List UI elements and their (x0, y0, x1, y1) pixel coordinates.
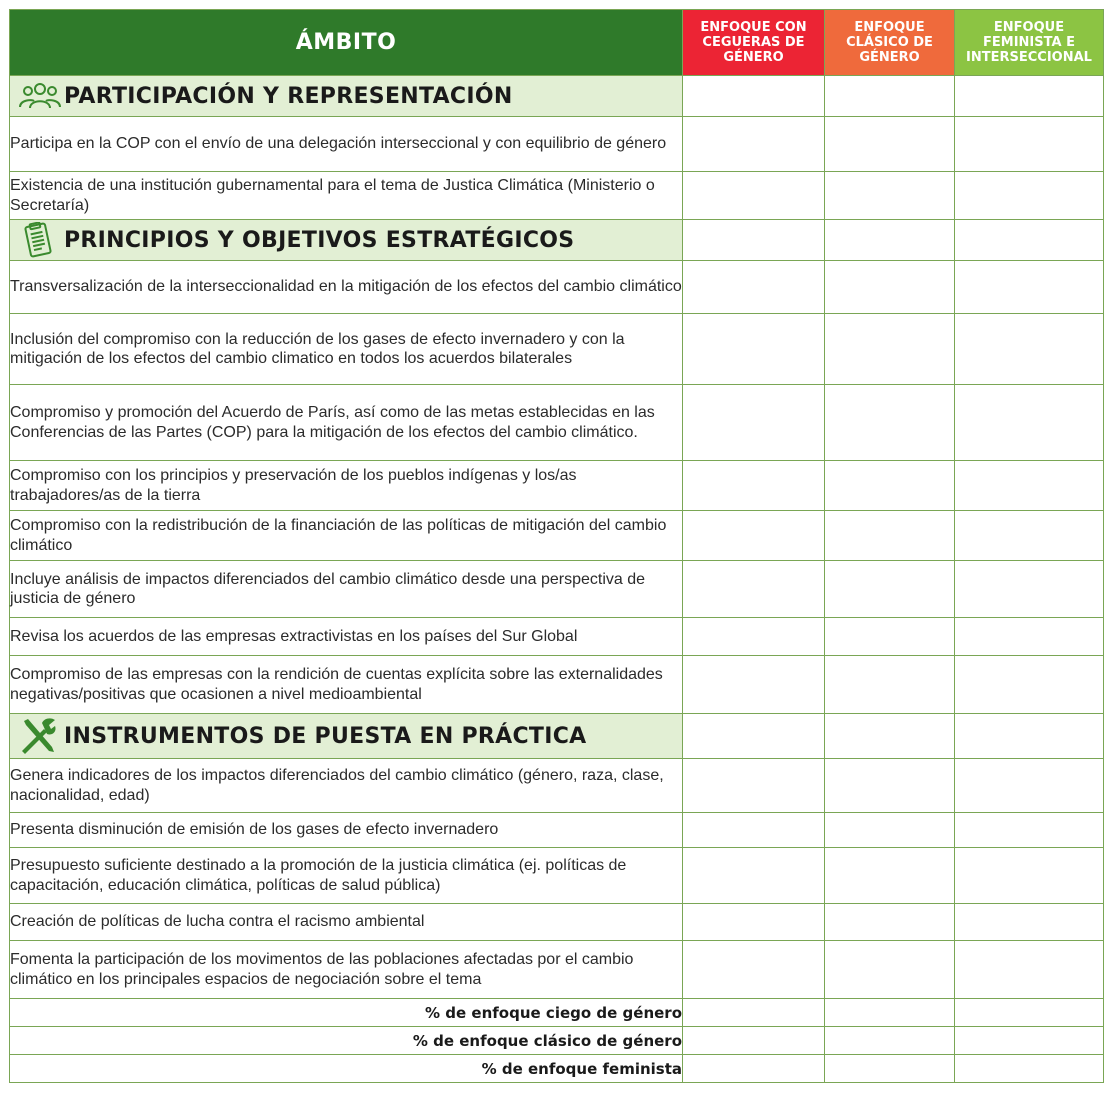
cell-feminist[interactable] (955, 904, 1104, 941)
table-row (10, 261, 1104, 314)
section-header-participacion (10, 76, 1104, 117)
cell-feminist[interactable] (955, 941, 1104, 999)
cell-classic[interactable] (825, 172, 955, 220)
cell-feminist[interactable] (955, 511, 1104, 561)
table-row (10, 904, 1104, 941)
cell-classic[interactable] (825, 1055, 955, 1083)
criterion-text: Revisa los acuerdos de las empresas extractivistas en los países del Sur Global (10, 618, 683, 656)
cell-blind[interactable] (683, 1027, 825, 1055)
cell-feminist[interactable] (955, 618, 1104, 656)
criterion-text: Existencia de una institución gubernamental para el tema de Justica Climática (Ministerio o Secretaría) (10, 172, 683, 220)
cell-classic[interactable] (825, 314, 955, 385)
total-row-feminist (10, 1055, 1104, 1083)
section-header-principios (10, 220, 1104, 261)
cell-classic[interactable] (825, 941, 955, 999)
cell-classic[interactable] (825, 759, 955, 813)
cell-blind[interactable] (683, 117, 825, 172)
cell-feminist[interactable] (955, 117, 1104, 172)
cell-feminist[interactable] (955, 561, 1104, 618)
total-label: % de enfoque feminista (10, 1055, 683, 1083)
criterion-text: Compromiso y promoción del Acuerdo de París, así como de las metas establecidas en las Conferencias de las Partes (COP) para la mitigación de los efectos del cambio climático. (10, 385, 683, 461)
cell-blind[interactable] (683, 385, 825, 461)
cell-feminist[interactable] (955, 1055, 1104, 1083)
cell-classic[interactable] (825, 76, 955, 117)
clipboard-list-icon (18, 222, 64, 258)
cell-blind[interactable] (683, 813, 825, 848)
header-row (10, 10, 1104, 76)
cell-blind[interactable] (683, 941, 825, 999)
table-row (10, 656, 1104, 714)
cell-blind[interactable] (683, 999, 825, 1027)
cell-feminist[interactable] (955, 999, 1104, 1027)
cell-feminist[interactable] (955, 461, 1104, 511)
cell-blind[interactable] (683, 511, 825, 561)
section-title: PARTICIPACIÓN Y REPRESENTACIÓN (64, 83, 513, 109)
section-title: INSTRUMENTOS DE PUESTA EN PRÁCTICA (64, 723, 587, 749)
table-row (10, 759, 1104, 813)
table-row (10, 314, 1104, 385)
cell-classic[interactable] (825, 1027, 955, 1055)
criterion-text: Presupuesto suficiente destinado a la promoción de la justicia climática (ej. políticas de capacitación, educación climática, políticas de salud pública) (10, 848, 683, 904)
criterion-text: Compromiso con los principios y preservación de los pueblos indígenas y los/as trabajadores/as de la tierra (10, 461, 683, 511)
cell-classic[interactable] (825, 461, 955, 511)
criterion-text: Compromiso de las empresas con la rendición de cuentas explícita sobre las externalidades negativas/positivas que ocasionen a nivel medioambiental (10, 656, 683, 714)
total-row-blind (10, 999, 1104, 1027)
cell-classic[interactable] (825, 117, 955, 172)
cell-blind[interactable] (683, 656, 825, 714)
cell-blind[interactable] (683, 714, 825, 759)
total-label: % de enfoque clásico de género (10, 1027, 683, 1055)
criterion-text: Participa en la COP con el envío de una delegación interseccional y con equilibrio de género (10, 117, 683, 172)
cell-feminist[interactable] (955, 848, 1104, 904)
header-col-blind: ENFOQUE CON CEGUERAS DE GÉNERO (683, 10, 825, 76)
cell-classic[interactable] (825, 714, 955, 759)
section-header-instrumentos (10, 714, 1104, 759)
criterion-text: Fomenta la participación de los movimentos de las poblaciones afectadas por el cambio climático en los principales espacios de negociación sobre el tema (10, 941, 683, 999)
cell-feminist[interactable] (955, 759, 1104, 813)
cell-feminist[interactable] (955, 220, 1104, 261)
cell-classic[interactable] (825, 618, 955, 656)
cell-blind[interactable] (683, 314, 825, 385)
tools-icon (18, 718, 64, 754)
cell-feminist[interactable] (955, 172, 1104, 220)
cell-blind[interactable] (683, 904, 825, 941)
header-ambito: ÁMBITO (10, 10, 683, 76)
cell-blind[interactable] (683, 220, 825, 261)
cell-blind[interactable] (683, 461, 825, 511)
cell-classic[interactable] (825, 261, 955, 314)
table-row (10, 618, 1104, 656)
cell-blind[interactable] (683, 618, 825, 656)
cell-feminist[interactable] (955, 1027, 1104, 1055)
people-group-icon (18, 78, 64, 114)
cell-blind[interactable] (683, 76, 825, 117)
criterion-text: Creación de políticas de lucha contra el racismo ambiental (10, 904, 683, 941)
cell-blind[interactable] (683, 261, 825, 314)
cell-blind[interactable] (683, 561, 825, 618)
section-title: PRINCIPIOS Y OBJETIVOS ESTRATÉGICOS (64, 227, 575, 253)
table-row (10, 561, 1104, 618)
criterion-text: Transversalización de la interseccionalidad en la mitigación de los efectos del cambio climático (10, 261, 683, 314)
criterion-text: Inclusión del compromiso con la reducción de los gases de efecto invernadero y con la mitigación de los efectos del cambio climatico en todos los acuerdos bilaterales (10, 314, 683, 385)
cell-classic[interactable] (825, 511, 955, 561)
cell-classic[interactable] (825, 656, 955, 714)
cell-blind[interactable] (683, 172, 825, 220)
table-row (10, 117, 1104, 172)
cell-feminist[interactable] (955, 385, 1104, 461)
criterion-text: Compromiso con la redistribución de la financiación de las políticas de mitigación del cambio climático (10, 511, 683, 561)
total-label: % de enfoque ciego de género (10, 999, 683, 1027)
cell-feminist[interactable] (955, 76, 1104, 117)
cell-feminist[interactable] (955, 261, 1104, 314)
criterion-text: Genera indicadores de los impactos diferenciados del cambio climático (género, raza, clase, nacionalidad, edad) (10, 759, 683, 813)
criterion-text: Incluye análisis de impactos diferenciados del cambio climático desde una perspectiva de justicia de género (10, 561, 683, 618)
table-row (10, 511, 1104, 561)
table-row (10, 813, 1104, 848)
cell-classic[interactable] (825, 561, 955, 618)
cell-classic[interactable] (825, 904, 955, 941)
total-row-classic (10, 1027, 1104, 1055)
table-row (10, 461, 1104, 511)
header-col-classic: ENFOQUE CLÁSICO DE GÉNERO (825, 10, 955, 76)
cell-classic[interactable] (825, 848, 955, 904)
cell-classic[interactable] (825, 999, 955, 1027)
cell-feminist[interactable] (955, 813, 1104, 848)
header-col-feminist: ENFOQUE FEMINISTA E INTERSECCIONAL (955, 10, 1104, 76)
cell-blind[interactable] (683, 848, 825, 904)
evaluation-table (9, 9, 1104, 1083)
table-row (10, 172, 1104, 220)
cell-classic[interactable] (825, 813, 955, 848)
cell-classic[interactable] (825, 220, 955, 261)
cell-feminist[interactable] (955, 714, 1104, 759)
cell-blind[interactable] (683, 759, 825, 813)
table-row (10, 941, 1104, 999)
cell-feminist[interactable] (955, 314, 1104, 385)
table-row (10, 848, 1104, 904)
cell-blind[interactable] (683, 1055, 825, 1083)
criterion-text: Presenta disminución de emisión de los gases de efecto invernadero (10, 813, 683, 848)
cell-feminist[interactable] (955, 656, 1104, 714)
table-row (10, 385, 1104, 461)
cell-classic[interactable] (825, 385, 955, 461)
